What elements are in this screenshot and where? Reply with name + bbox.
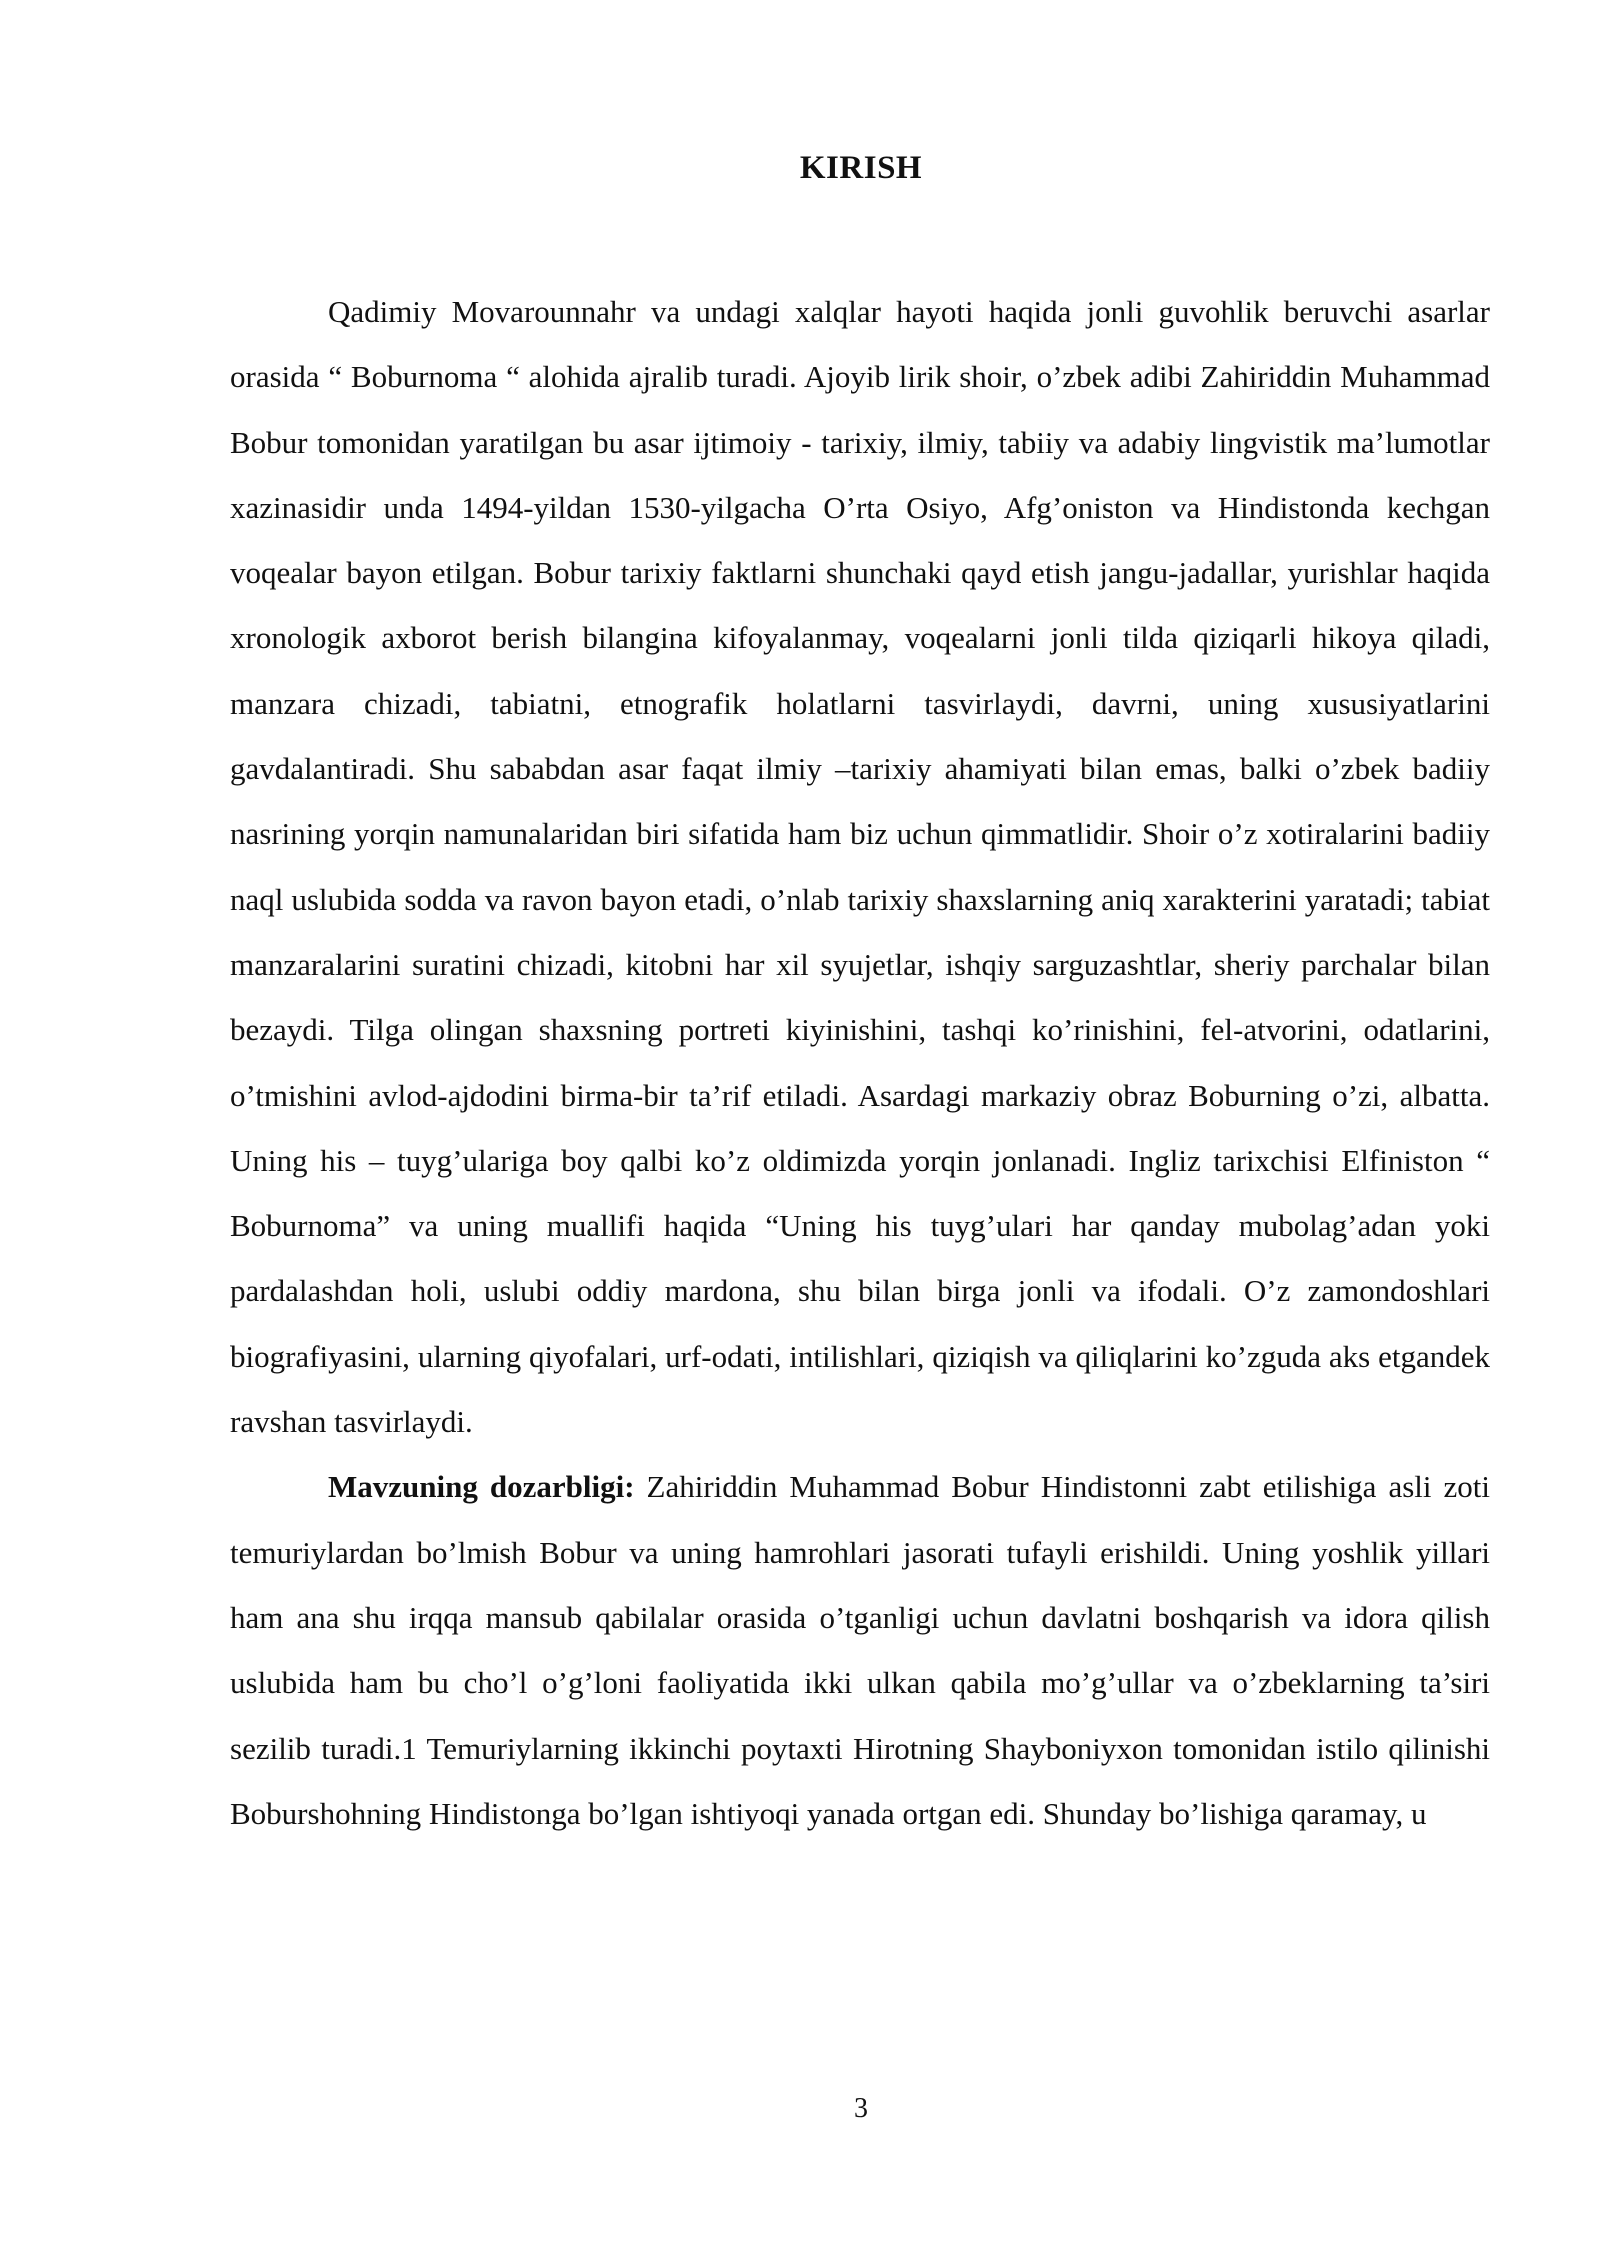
relevance-paragraph xyxy=(230,1454,1490,1846)
intro-paragraph: Qadimiy Movarounnahr va undagi xalqlar hayoti haqida jonli guvohlik beruvchi asarlar orasida “ Boburnoma “ alohida ajralib turadi. Ajoyib lirik shoir, o’zbek adibi Zahiriddin Muhammad Bobur tomonidan yaratilgan bu asar ijtimoiy - tarixiy, ilmiy, tabiiy va adabiy lingvistik ma’lumotlar xazinasidir unda 1494-yildan 1530-yilgacha O’rta Osiyo, Afg’oniston va Hindistonda kechgan voqealar bayon etilgan. Bobur tarixiy faktlarni shunchaki qayd etish jangu-jadallar, yurishlar haqida xronologik axborot berish bilangina kifoyalanmay, voqealarni jonli tilda qiziqarli hikoya qiladi, manzara chizadi, tabiatni, etnografik holatlarni tasvirlaydi, davrni, uning xususiyatlarini gavdalantiradi. Shu sababdan asar faqat ilmiy –tarixiy ahamiyati bilan emas, balki o’zbek badiiy nasrining yorqin namunalaridan biri sifatida ham biz uchun qimmatlidir. Shoir o’z xotiralarini badiiy naql uslubida sodda va ravon bayon etadi, o’nlab tarixiy shaxslarning aniq xarakterini yaratadi; tabiat manzaralarini suratini chizadi, kitobni har xil syujetlar, ishqiy sarguzashtlar, sheriy parchalar bilan bezaydi. Tilga olingan shaxsning portreti kiyinishini, tashqi ko’rinishini, fel-atvorini, odatlarini, o’tmishini avlod-ajdodini birma-bir ta’rif etiladi. Asardagi markaziy obraz Boburning o’zi, albatta. Uning his – tuyg’ulariga boy qalbi ko’z oldimizda yorqin jonlanadi. Ingliz tarixchisi Elfiniston “ Boburnoma” va uning muallifi haqida “Uning his tuyg’ulari har qanday mubolag’adan yoki pardalashdan holi, uslubi oddiy mardona, shu bilan birga jonli va ifodali. O’z zamondoshlari biografiyasini, ularning qiyofalari, urf-odati, intilishlari, qiziqish va qiliqlarini ko’zguda aks etgandek ravshan tasvirlaydi. xyxy=(230,294,1490,1440)
relevance-heading: Mavzuning dozarbligi: xyxy=(328,1469,635,1505)
page-number: 3 xyxy=(854,2093,868,2124)
relevance-text: Zahiriddin Muhammad Bobur Hindistonni zabt etilishiga asli zoti temuriylardan bo’lmish Bobur va uning hamrohlari jasorati tufayli erishildi. Uning yoshlik yillari ham ana shu irqqa mansub qabilalar orasida o’tganligi uchun davlatni boshqarish va idora qilish uslubida ham bu cho’l o’g’loni faoliyatida ikki ulkan qabila mo’g’ullar va o’zbeklarning ta’siri sezilib turadi.1 Temuriylarning ikkinchi poytaxti Hirotning Shayboniyxon tomonidan istilo qilinishi Boburshohning Hindistonga bo’lgan ishtiyoqi yanada ortgan edi. Shunday bo’lishiga qaramay, u xyxy=(230,1469,1490,1831)
body-text xyxy=(230,279,1490,1846)
section-title: KIRISH xyxy=(799,150,923,186)
